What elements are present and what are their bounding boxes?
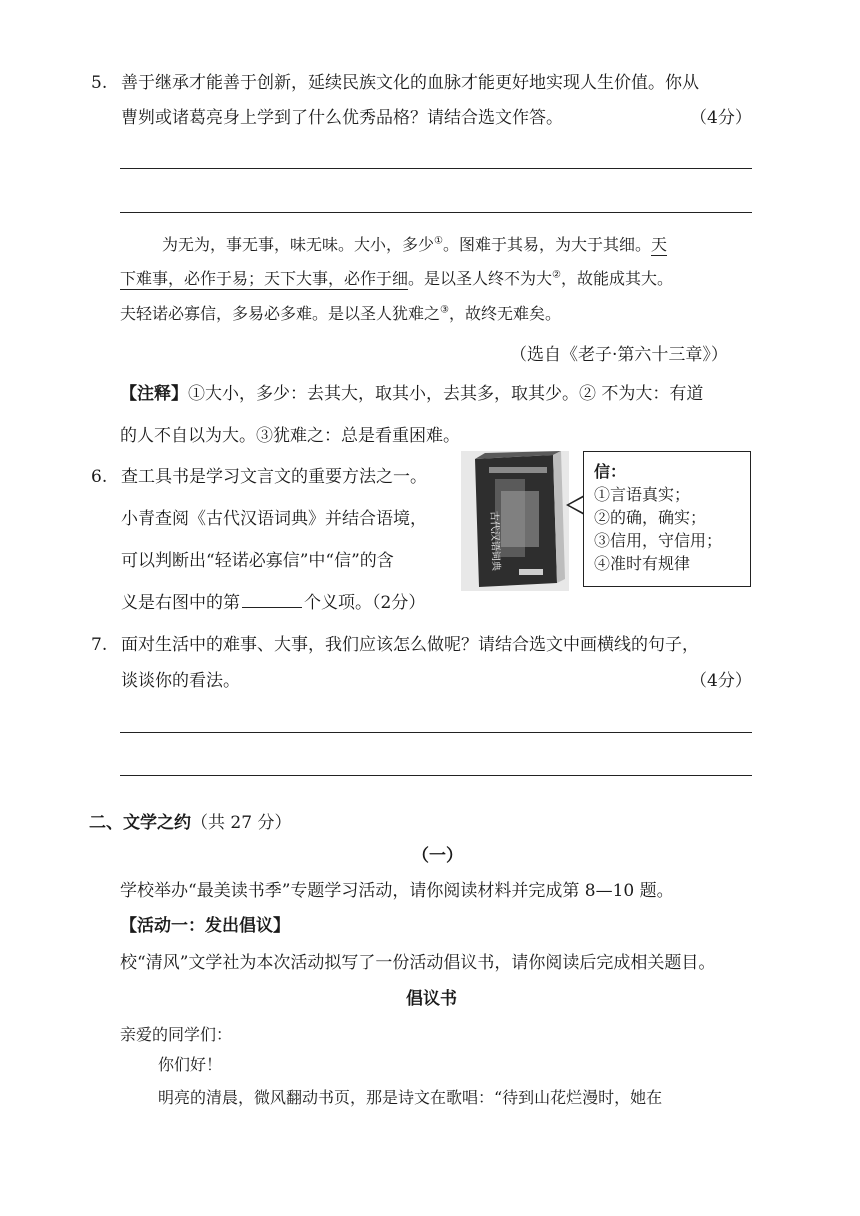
activity-one-desc: 校“清风”文学社为本次活动拟写了一份活动倡议书，请你阅读后完成相关题目。 [120, 953, 716, 973]
q7-answer-line-2[interactable] [120, 775, 752, 776]
passage-line3: 夫轻诺必寡信，多易必多难。是以圣人犹难之③，故终无难矣。 [120, 304, 561, 323]
q7-text-line2: 谈谈你的看法。 [121, 671, 240, 691]
callout-pointer-inner [569, 497, 584, 513]
dictionary-title: 古代汉语词典 [488, 510, 502, 572]
definition-box [583, 451, 751, 587]
q5-text-line2: 曹刿或诸葛亮身上学到了什么优秀品格？请结合选文作答。 [121, 108, 563, 128]
notes-line2: 的人不自以为大。③犹难之：总是看重困难。 [120, 426, 460, 446]
section2-intro: 学校举办“最美读书季”专题学习活动，请你阅读材料并完成第 8—10 题。 [120, 881, 674, 901]
q7-answer-line-1[interactable] [120, 732, 752, 733]
q6-text-line4: 义是右图中的第 个义项。（2分） [121, 593, 426, 613]
definition-item: ③信用，守信用； [594, 531, 723, 550]
definition-head: 信： [594, 462, 627, 481]
section2-part-label: （一） [412, 846, 463, 866]
q7-number: 7. [91, 635, 108, 655]
q5-score: （4分） [690, 108, 752, 128]
q6-text-line3: 可以判断出“轻诺必寡信”中“信”的含 [121, 551, 394, 571]
notes-line1: 【注释】①大小，多少：去其大，取其小，去其多，取其少。② 不为大：有道 [120, 384, 704, 404]
passage-line1: 为无为，事无事，味无味。大小，多少①。图难于其易，为大于其细。天 [162, 235, 668, 254]
q5-number: 5. [91, 73, 108, 93]
q6-text-line2: 小青查阅《古代汉语词典》并结合语境， [121, 509, 427, 529]
definition-item: ①言语真实； [594, 485, 691, 504]
definition-item: ④准时有规律 [594, 554, 691, 573]
underlined-sentence: 下难事，必作于易；天下大事，必作于细 [120, 269, 409, 288]
activity-one-heading: 【活动一：发出倡议】 [120, 916, 290, 936]
definition-item: ②的确，确实； [594, 508, 707, 527]
proposal-title: 倡议书 [406, 989, 457, 1009]
proposal-greeting: 你们好！ [158, 1055, 223, 1074]
q5-text-line1: 善于继承才能善于创新，延续民族文化的血脉才能更好地实现人生价值。你从 [121, 73, 699, 93]
passage-source: （选自《老子·第六十三章》） [510, 345, 728, 365]
q5-answer-line-2[interactable] [120, 212, 752, 213]
q6-text-line1: 查工具书是学习文言文的重要方法之一。 [121, 467, 427, 487]
q6-answer-blank[interactable] [242, 593, 302, 608]
proposal-body-line: 明亮的清晨，微风翻动书页，那是诗文在歌唱：“待到山花烂漫时，她在 [158, 1088, 663, 1107]
q5-answer-line-1[interactable] [120, 168, 752, 169]
notes-label: 【注释】 [120, 384, 188, 404]
q7-score: （4分） [690, 671, 752, 691]
q7-text-line1: 面对生活中的难事、大事，我们应该怎么做呢？请结合选文中画横线的句子， [121, 635, 699, 655]
proposal-salutation: 亲爱的同学们： [120, 1025, 233, 1044]
section2-heading: 二、文学之约（共 27 分） [89, 813, 292, 833]
passage-line2: 下难事，必作于易；天下大事，必作于细。是以圣人终不为大②，故能成其大。 [120, 269, 674, 288]
q6-number: 6. [91, 467, 108, 487]
dictionary-image [461, 451, 569, 591]
underlined-sentence-start: 天 [651, 235, 668, 254]
